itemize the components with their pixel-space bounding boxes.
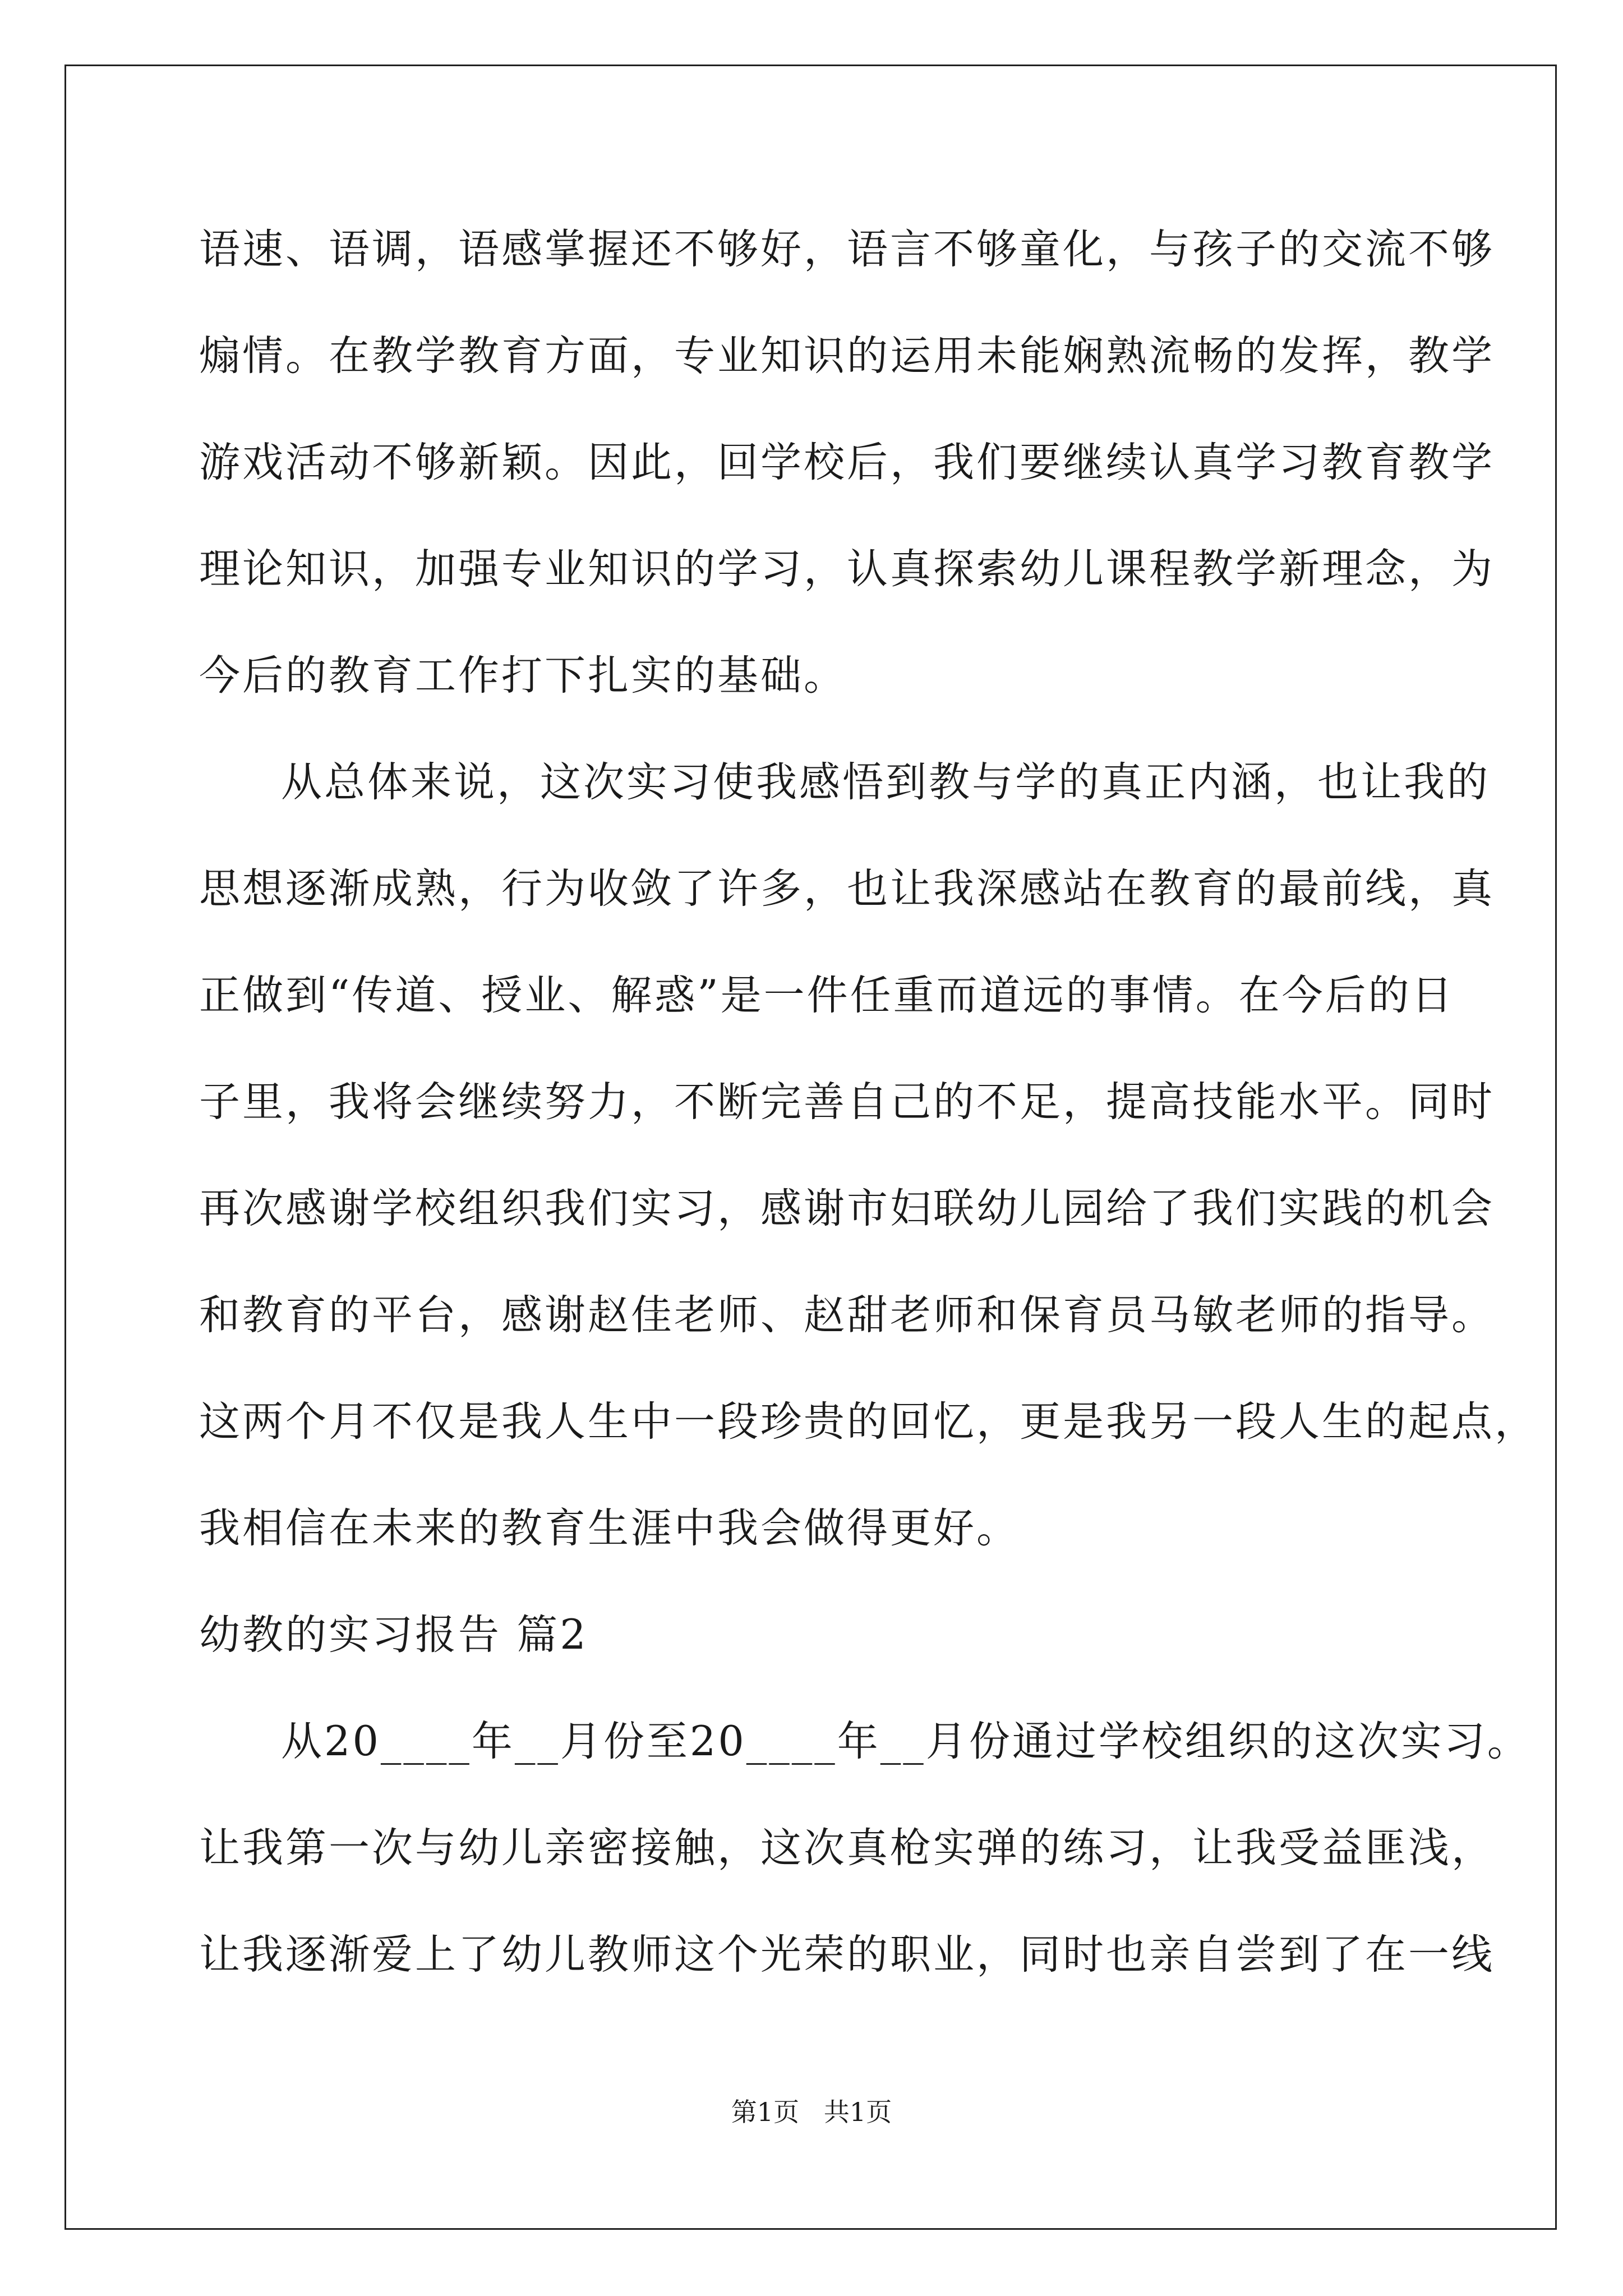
text-line: 和教育的平台，感谢赵佳老师、赵甜老师和保育员马敏老师的指导。 [199, 1291, 1495, 1339]
page-number-label: 第1页 共1页 [731, 2097, 892, 2127]
section-heading: 幼教的实习报告 篇2 [199, 1611, 588, 1659]
text-line: 语速、语调，语感掌握还不够好，语言不够童化，与孩子的交流不够 [199, 226, 1495, 273]
text-line: 正做到“传道、授业、解惑”是一件任重而道远的事情。在今后的日 [199, 972, 1455, 1019]
text-line: 从总体来说，这次实习使我感悟到教与学的真正内涵，也让我的 [281, 758, 1490, 806]
text-line: 今后的教育工作打下扎实的基础。 [199, 652, 847, 700]
text-line: 思想逐渐成熟，行为收敛了许多，也让我深感站在教育的最前线，真 [199, 865, 1495, 913]
text-line: 从20____年__月份至20____年__月份通过学校组织的这次实习。 [281, 1718, 1530, 1765]
text-line: 我相信在未来的教育生涯中我会做得更好。 [199, 1504, 1020, 1552]
text-line: 理论知识，加强专业知识的学习，认真探索幼儿课程教学新理念，为 [199, 545, 1495, 593]
page-footer [0, 2095, 1623, 2129]
text-line: 煽情。在教学教育方面，专业知识的运用未能娴熟流畅的发挥，教学 [199, 332, 1495, 380]
text-line: 这两个月不仅是我人生中一段珍贵的回忆，更是我另一段人生的起点， [199, 1398, 1538, 1446]
text-line: 让我第一次与幼儿亲密接触，这次真枪实弹的练习，让我受益匪浅， [199, 1824, 1495, 1872]
text-line: 再次感谢学校组织我们实习，感谢市妇联幼儿园给了我们实践的机会 [199, 1185, 1495, 1232]
text-line: 游戏活动不够新颖。因此，回学校后，我们要继续认真学习教育教学 [199, 439, 1495, 486]
text-line: 让我逐渐爱上了幼儿教师这个光荣的职业，同时也亲自尝到了在一线 [199, 1931, 1495, 1978]
text-line: 子里，我将会继续努力，不断完善自己的不足，提高技能水平。同时 [199, 1078, 1495, 1126]
